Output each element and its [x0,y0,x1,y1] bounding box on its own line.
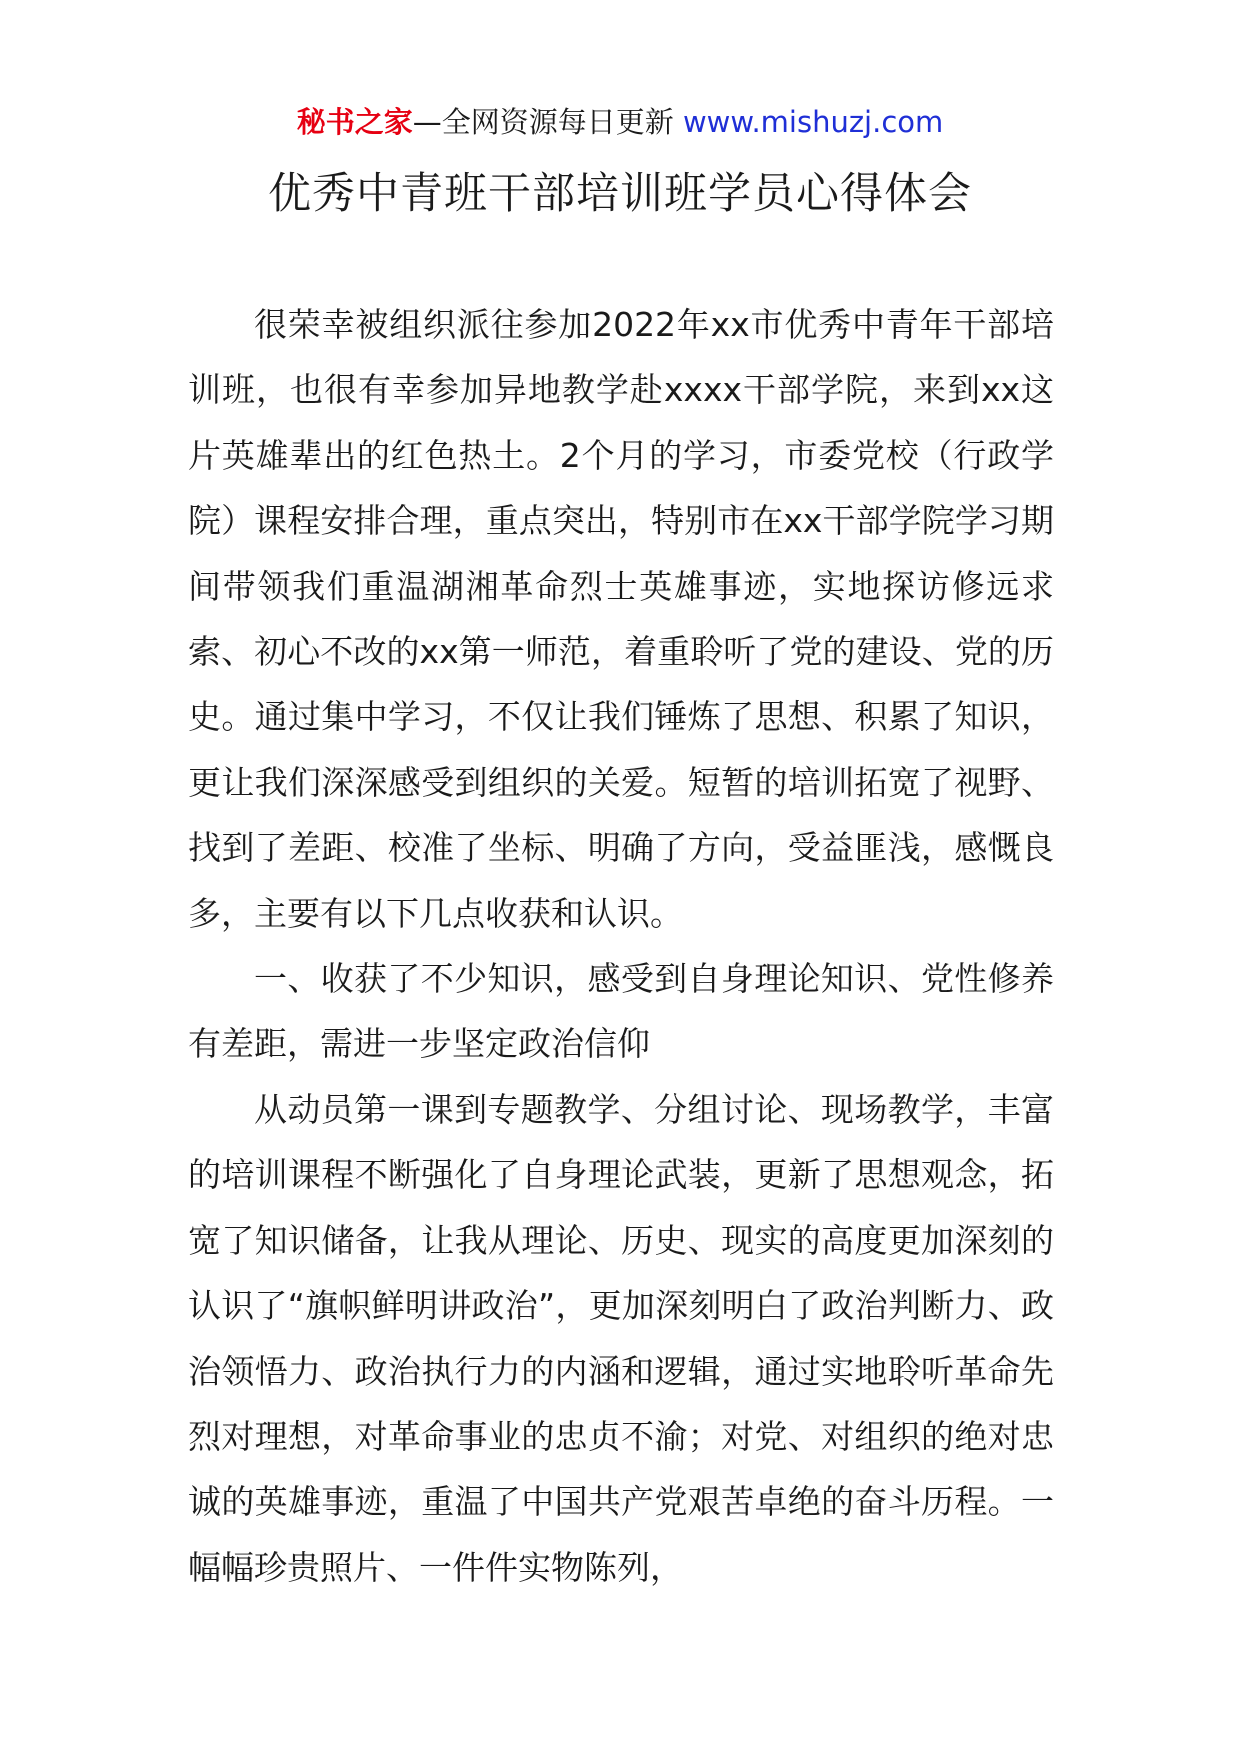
brand-name: 秘书之家 [296,105,413,139]
site-banner [0,102,1240,142]
body-paragraph-section-1: 从动员第一课到专题教学、分组讨论、现场教学，丰富的培训课程不断强化了自身理论武装，更新了思想观念，拓宽了知识储备，让我从理论、历史、现实的高度更加深刻的认识了“旗帜鲜明讲政治”，更加深刻明白了政治判断力、政治领悟力、政治执行力的内涵和逻辑，通过实地聆听革命先烈对理想，对革命事业的忠贞不渝；对党、对组织的绝对忠诚的英雄事迹，重温了中国共产党艰苦卓绝的奋斗历程。一幅幅珍贵照片、一件件实物陈列， [188,1089,1054,1587]
document-body [188,292,1054,1600]
body-paragraph-intro: 很荣幸被组织派往参加2022年xx市优秀中青年干部培训班，也很有幸参加异地教学赴xxxx干部学院，来到xx这片英雄辈出的红色热土。2个月的学习，市委党校（行政学院）课程安排合理，重点突出，特别市在xx干部学院学习期间带领我们重温湖湘革命烈士英雄事迹，实地探访修远求索、初心不改的xx第一师范，着重聆听了党的建设、党的历史。通过集中学习，不仅让我们锤炼了思想、积累了知识，更让我们深深感受到组织的关爱。短暂的培训拓宽了视野、找到了差距、校准了坐标、明确了方向，受益匪浅，感慨良多，主要有以下几点收获和认识。 [188,305,1054,933]
document-title: 优秀中青班干部培训班学员心得体会 [268,169,972,219]
section-heading-1: 一、收获了不少知识，感受到自身理论知识、党性修养有差距，需进一步坚定政治信仰 [188,959,1054,1064]
banner-url: www.mishuzj.com [682,105,944,139]
banner-slogan: —全网资源每日更新 [412,105,683,139]
